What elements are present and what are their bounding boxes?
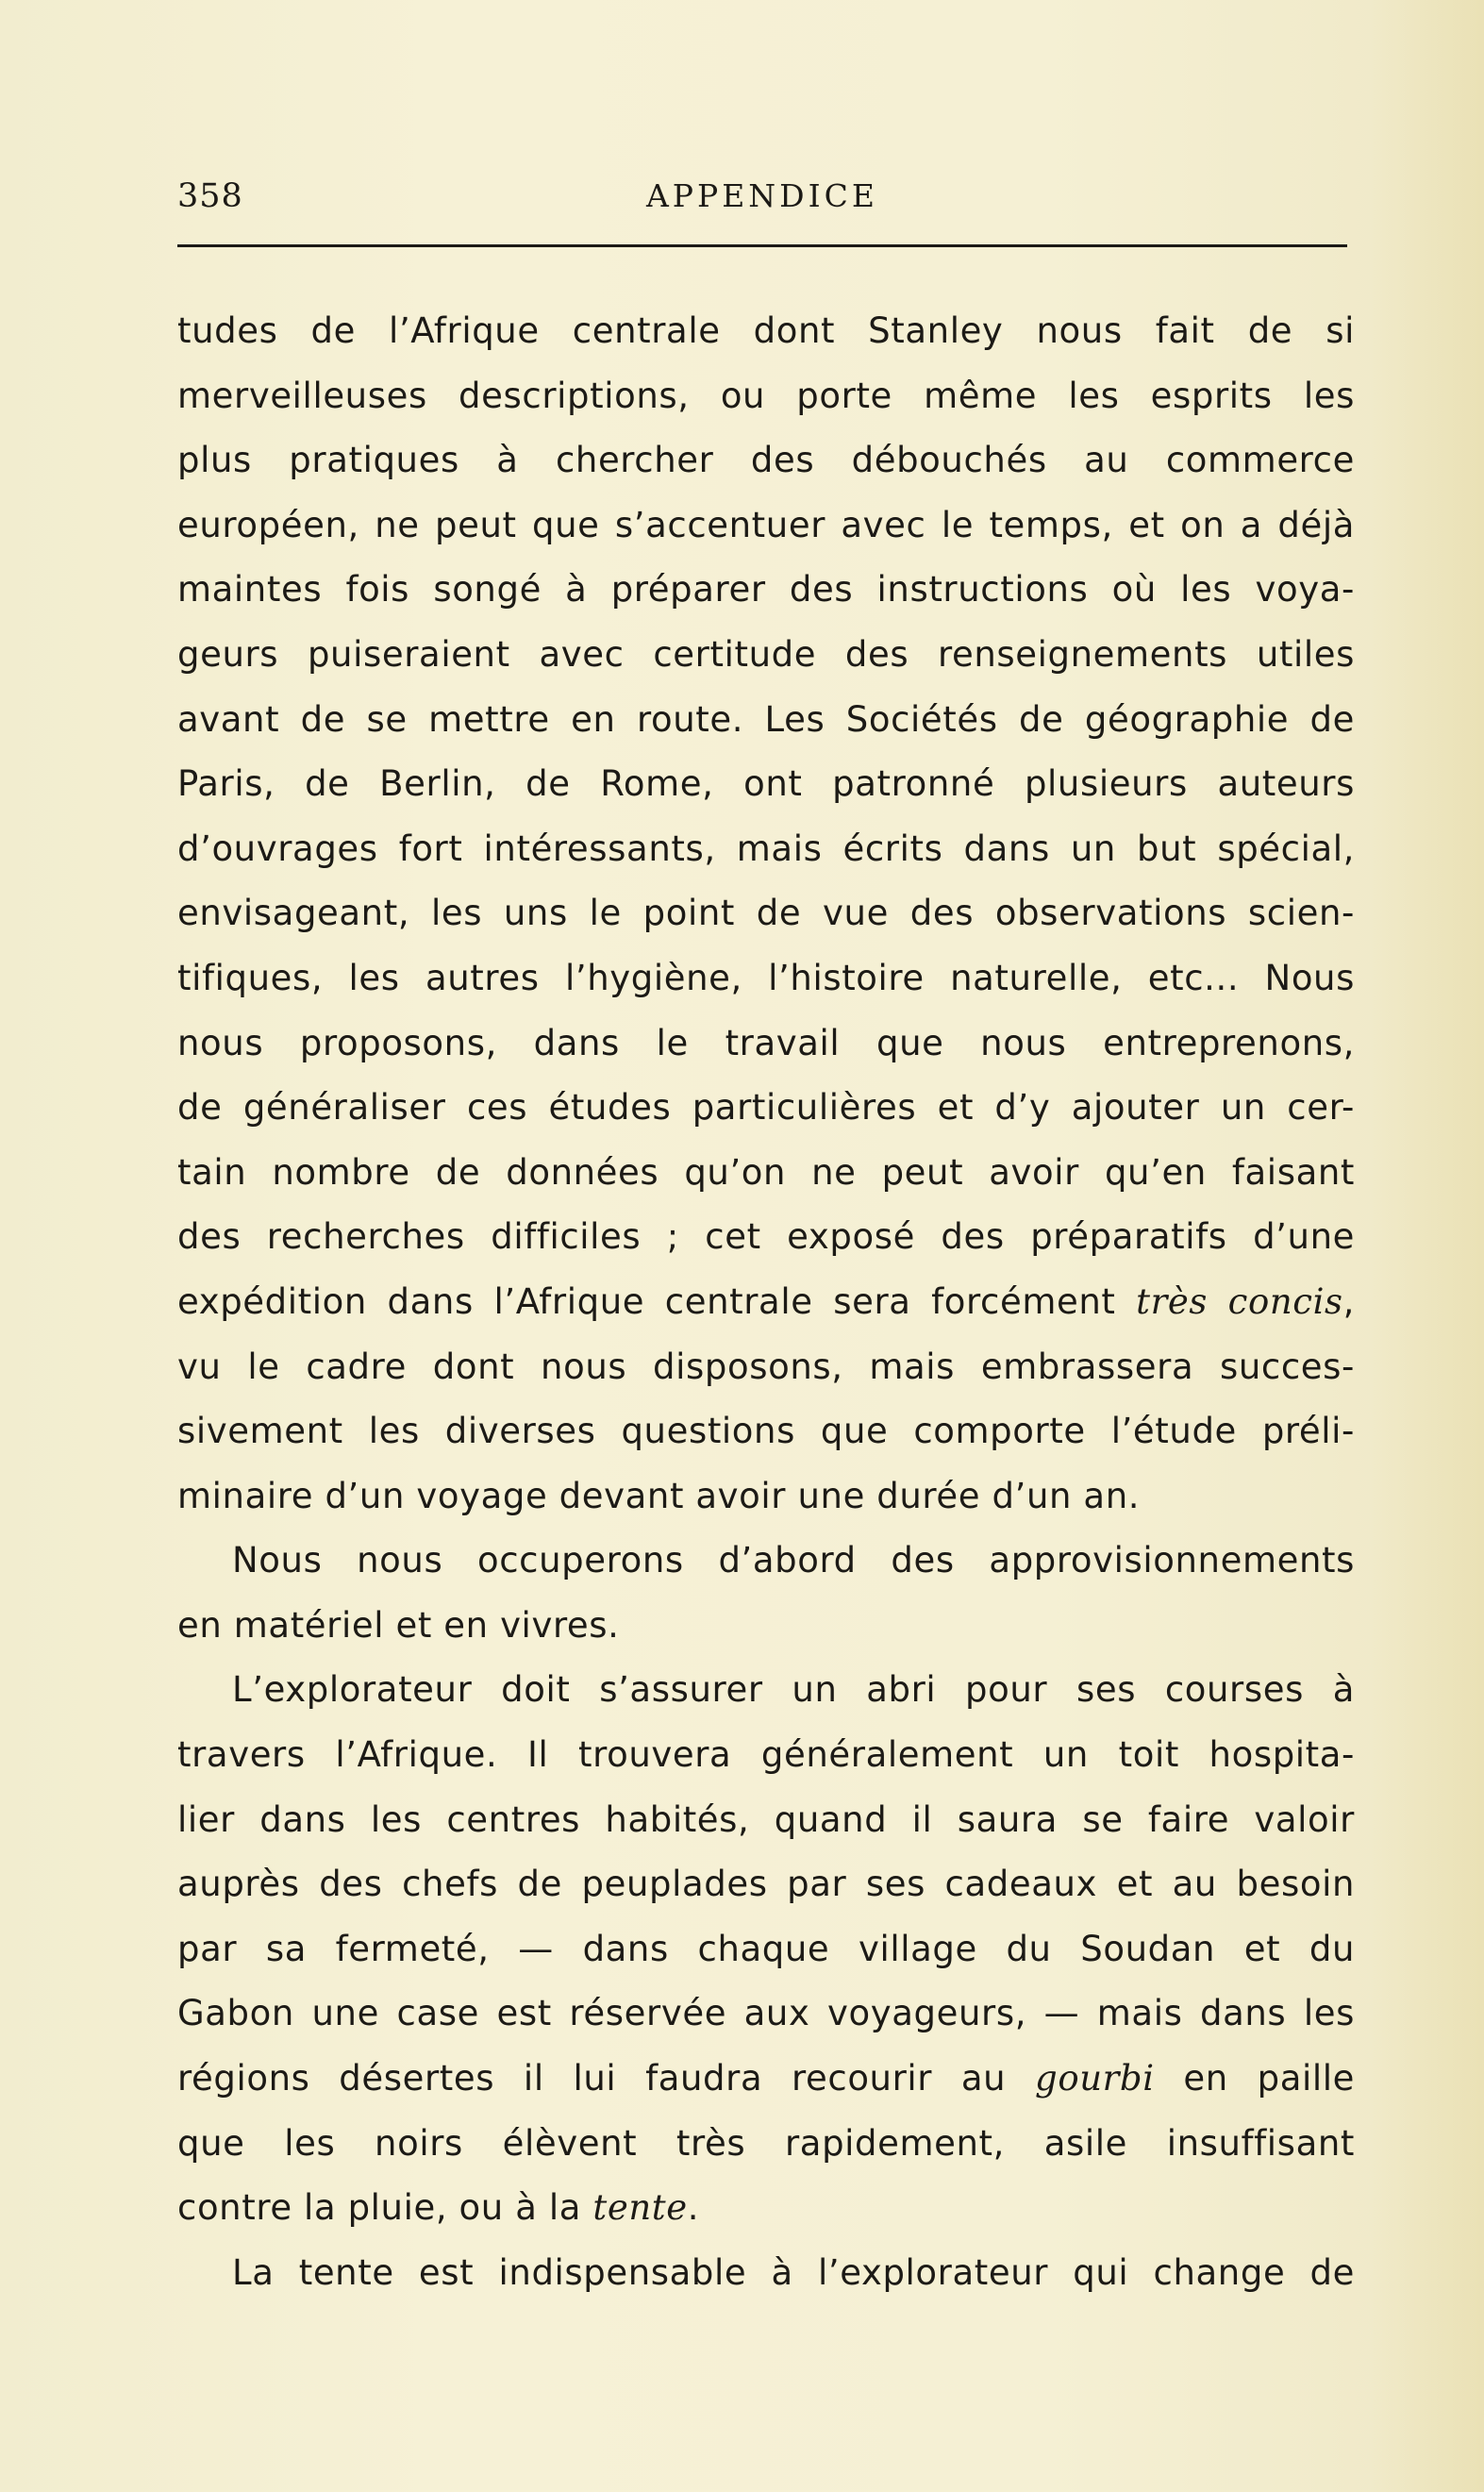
text-line: tudes de l’Afrique centrale dont Stanley nous fait de si xyxy=(177,310,1355,351)
text-line: européen, ne peut que s’accentuer avec le temps, et on a déjà xyxy=(177,504,1355,545)
text-line: des recherches difficiles ; cet exposé des préparatifs d’une xyxy=(177,1216,1355,1258)
text-line: sivement les diverses questions que comporte l’étude préli- xyxy=(177,1411,1355,1452)
text-line xyxy=(177,2047,1355,2112)
text-line: minaire d’un voyage devant avoir une durée d’un an. xyxy=(177,1475,1141,1516)
text-line: en matériel et en vivres. xyxy=(177,1604,620,1646)
text-line: lier dans les centres habités, quand il saura se faire valoir xyxy=(177,1798,1355,1840)
text-line xyxy=(177,1270,1355,1335)
running-head: APPENDICE xyxy=(645,177,879,214)
body-text xyxy=(177,299,1355,2305)
header-rule xyxy=(177,244,1347,247)
italic-term: tente xyxy=(592,2187,688,2229)
text-segment: régions désertes il lui faudra recourir au xyxy=(177,2058,1036,2099)
text-line: que les noirs élèvent très rapidement, asile insuffisant xyxy=(177,2122,1355,2164)
text-line: tain nombre de données qu’on ne peut avoir qu’en faisant xyxy=(177,1151,1355,1193)
text-segment: . xyxy=(687,2187,700,2229)
text-line: par sa fermeté, — dans chaque village du Soudan et du xyxy=(177,1928,1355,1969)
page-header xyxy=(177,177,1347,234)
text-line: avant de se mettre en route. Les Sociétés de géographie de xyxy=(177,698,1355,740)
text-line: geurs puiseraient avec certitude des renseignements utiles xyxy=(177,633,1355,675)
italic-term: très concis xyxy=(1136,1280,1343,1322)
italic-term: gourbi xyxy=(1035,2058,1155,2099)
text-line: envisageant, les uns le point de vue des observations scien- xyxy=(177,893,1355,934)
text-line: La tente est indispensable à l’explorateur qui change de xyxy=(232,2251,1355,2293)
text-line: Paris, de Berlin, de Rome, ont patronné plusieurs auteurs xyxy=(177,763,1355,805)
text-segment: contre la pluie, ou à la xyxy=(177,2187,593,2229)
text-line: de généraliser ces études particulières et d’y ajouter un cer- xyxy=(177,1087,1355,1129)
text-line: maintes fois songé à préparer des instructions où les voya- xyxy=(177,569,1355,610)
text-line: travers l’Afrique. Il trouvera généralement un toit hospita- xyxy=(177,1734,1355,1776)
text-segment: expédition dans l’Afrique centrale sera forcément xyxy=(177,1280,1137,1322)
text-line: plus pratiques à chercher des débouchés au commerce xyxy=(177,440,1355,481)
text-line: d’ouvrages fort intéressants, mais écrits dans un but spécial, xyxy=(177,828,1355,869)
text-line: auprès des chefs de peuplades par ses cadeaux et au besoin xyxy=(177,1864,1355,1905)
text-line: Gabon une case est réservée aux voyageurs, — mais dans les xyxy=(177,1993,1355,2034)
text-segment: en paille xyxy=(1154,2058,1356,2099)
text-line: L’explorateur doit s’assurer un abri pour ses courses à xyxy=(232,1669,1355,1711)
text-line: nous proposons, dans le travail que nous entreprenons, xyxy=(177,1022,1355,1063)
text-segment: , xyxy=(1342,1280,1355,1322)
text-line: vu le cadre dont nous disposons, mais embrassera succes- xyxy=(177,1346,1355,1387)
text-line: tifiques, les autres l’hygiène, l’histoire naturelle, etc... Nous xyxy=(177,957,1355,998)
page-number: 358 xyxy=(177,177,243,215)
text-line xyxy=(177,2176,1355,2241)
text-line: Nous nous occuperons d’abord des approvisionnements xyxy=(232,1540,1355,1581)
text-line: merveilleuses descriptions, ou porte même les esprits les xyxy=(177,375,1355,416)
